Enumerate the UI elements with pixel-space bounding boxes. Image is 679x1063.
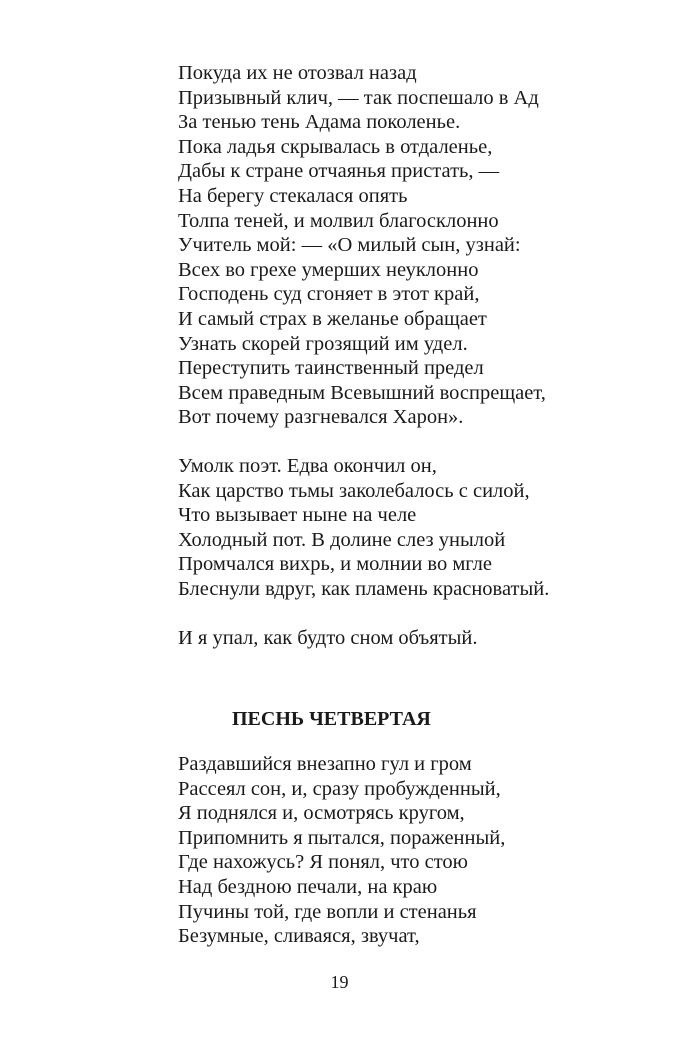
verse-line: Господень суд сгоняет в этот край, (178, 283, 480, 306)
verse-line: На берегу стекалася опять (178, 184, 408, 207)
verse-line: Переступить таинственный предел (178, 357, 484, 380)
verse-line: Узнать скорей грозящий им удел. (178, 332, 468, 355)
verse-line: Я поднялся и, осмотрясь кругом, (178, 802, 465, 825)
canto-stanza (178, 752, 505, 949)
verse-line: Толпа теней, и молвил благосклонно (178, 209, 499, 232)
verse-line: Пока ладья скрывалась в отдаленье, (178, 135, 493, 158)
stanza (178, 61, 546, 430)
verse-line: Дабы к стране отчаянья пристать, — (178, 160, 500, 183)
verse-line: И самый страх в желанье обращает (178, 307, 487, 330)
verse-line: Блеснули вдруг, как пламень красноватый. (178, 577, 550, 600)
stanza (178, 454, 549, 602)
verse-line: Припомнить я пытался, пораженный, (178, 826, 506, 849)
verse-line: Призывный клич, — так поспешало в Ад (178, 86, 539, 109)
canto-title: ПЕСНЬ ЧЕТВЕРТАЯ (232, 708, 431, 730)
verse-line: Учитель мой: — «О милый сын, узнай: (178, 234, 521, 257)
verse-line: Всем праведным Всевышний воспрещает, (178, 381, 546, 404)
verse-line: Как царство тьмы заколебалось с силой, (178, 479, 530, 502)
verse-line: Умолк поэт. Едва окончил он, (178, 455, 437, 477)
verse-line: Вот почему разгневался Харон». (178, 406, 464, 429)
page-number: 19 (330, 972, 349, 992)
verse-line: Пучины той, где вопли и стенанья (178, 900, 477, 923)
verse-line: И я упал, как будто сном объятый. (178, 627, 478, 649)
verse-line: Раздавшийся внезапно гул и гром (178, 753, 472, 775)
verse-line: Где нахожусь? Я понял, что стою (178, 851, 468, 874)
verse-line: Промчался вихрь, и молнии во мгле (178, 553, 493, 576)
verse-line: Безумные, сливаяся, звучат, (178, 925, 420, 948)
verse-line: Всех во грехе умерших неуклонно (178, 258, 479, 281)
verse-line: Над бездною печали, на краю (178, 875, 438, 898)
stanza (178, 626, 477, 651)
verse-line: Холодный пот. В долине слез унылой (178, 528, 506, 551)
verse-line: Что вызывает ныне на челе (178, 504, 417, 527)
verse-line: Рассеял сон, и, сразу пробужденный, (178, 777, 501, 800)
verse-line: Покуда их не отозвал назад (178, 62, 417, 84)
verse-line: За тенью тень Адама поколенье. (178, 111, 461, 134)
